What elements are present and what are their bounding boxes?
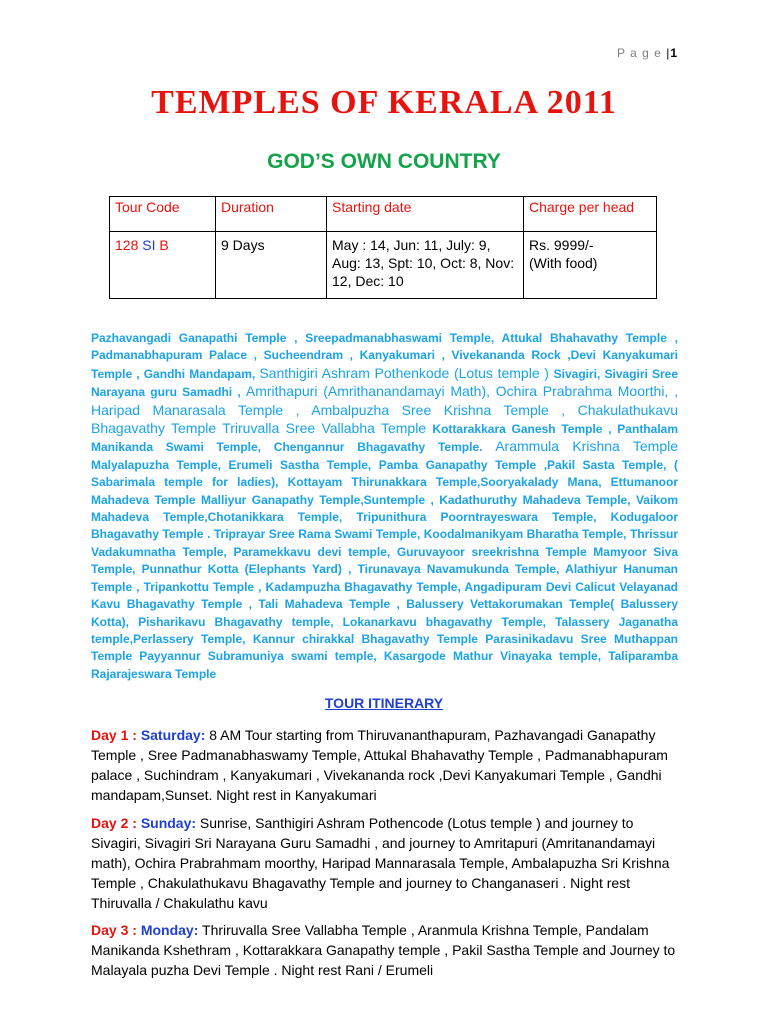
- day-label: Day 2 :: [91, 815, 141, 831]
- itinerary-day-3: [91, 920, 681, 980]
- header-duration: Duration: [216, 197, 327, 232]
- day-text: Thriruvalla Sree Vallabha Temple , Aranmula Krishna Temple, Pandalam Manikanda Kshethram , Kottarakkara Ganapathy temple , Pakil Sastha Temple and Journey to Malayala puzha Devi Temple . Night rest Rani / Erumeli: [91, 922, 676, 978]
- day-name: Sunday:: [140, 815, 197, 831]
- itinerary-day-2: [91, 813, 681, 913]
- charge-amount: Rs. 9999/-: [529, 237, 594, 253]
- charge-note: (With food): [529, 255, 598, 271]
- header-charge: Charge per head: [524, 197, 657, 232]
- temples-list: [91, 330, 678, 683]
- document-subtitle: GOD’S OWN COUNTRY: [267, 150, 501, 173]
- day-name: Saturday:: [140, 727, 206, 743]
- document-title: TEMPLES OF KERALA 2011: [151, 84, 617, 121]
- page-number-value: 1: [670, 46, 678, 60]
- itinerary-heading: TOUR ITINERARY: [324, 695, 444, 711]
- cell-charge: [524, 232, 657, 299]
- day-label: Day 3 :: [91, 922, 141, 938]
- tour-table: [109, 196, 657, 299]
- temples-text-segment: Santhigiri Ashram Pothenkode (Lotus temple ): [259, 364, 554, 381]
- page-label: P a g e: [617, 46, 662, 60]
- temples-text-segment: Pazhavangadi Ganapathi Temple , Sreepadmanabhaswami Temple, Attukal Bhahavathy Temple , Padmanabhapuram Palace , Sucheendram , Kanyakumari , Vivekananda Rock ,Devi Kanyakumari Temple , Gandhi Mandapam,: [91, 331, 678, 381]
- day-name: Monday:: [140, 922, 199, 938]
- header-tour-code: Tour Code: [110, 197, 216, 232]
- tour-table-row: [110, 232, 657, 299]
- temples-text-segment: Arammula Krishna Temple: [495, 438, 678, 455]
- cell-duration: 9 Days: [216, 232, 327, 299]
- header-starting-date: Starting date: [327, 197, 524, 232]
- temples-text-segment: Malyalapuzha Temple, Erumeli Sastha Temple, Pamba Ganapathy Temple ,Pakil Sasta Temple, ( Sabarimala temple for ladies), Kottayam Thirunakkara Temple,Sooryakalady Mana, Ettumanoor Mahadeva Temple Malliyur Ganapathy Temple,Suntemple , Kadathuruthy Mahadeva Temple, Vaikom Mahadeva Temple,Chotanikkara Temple, Tripunithura Poorntrayeswara Temple, Kodugaloor Bhagavathy Temple . Triprayar Sree Rama Swami Temple, Koodalmanikyam Bharatha Temple, Thrissur Vadakumnatha Temple, Paramekkavu devi temple, Guruvayoor sreekrishna Temple Mamyoor Siva Temple, Punnathur Kotta (Elephants Yard) , Tirunavaya Navamukunda Temple, Alathiyur Hanuman Temple , Tripankottu Temple , Kadampuzha Bhagavathy Temple, Angadipuram Devi Calicut Velayanad Kavu Bhagavathy Temple , Tali Mahadeva Temple , Balussery Vettakorumakan Temple( Balussery Kotta), Pisharikavu Bhagavathy temple, Lokanarkavu bhagavathy Temple, Talassery Jaganatha temple,Perlassery Temple, Kannur chirakkal Bhagavathy Temple Parasinikadavu Sree Muthappan Temple Payyannur Subramuniya swami temple, Kasargode Mathur Vinayaka temple, Taliparamba Rajarajeswara Temple: [91, 457, 678, 681]
- page-separator: |: [666, 46, 671, 60]
- tour-code-si: SI: [142, 237, 156, 253]
- tour-code-number: 128: [115, 237, 139, 253]
- temples-text-segment: Sivagiri, Sivagiri Sree Narayana guru Samadhi ,: [91, 366, 678, 400]
- tour-table-header-row: [110, 197, 657, 232]
- cell-starting-dates: May : 14, Jun: 11, July: 9, Aug: 13, Spt: 10, Oct: 8, Nov: 12, Dec: 10: [327, 232, 524, 299]
- cell-tour-code: [110, 232, 216, 299]
- temples-text-segment: Amrithapuri (Amrithanandamayi Math), Ochira Prabrahma Moorthi, , Haripad Manarasala Temple , Ambalpuzha Sree Krishna Temple , Chakulathukavu Bhagavathy Temple Triruvalla Sree Vallabha Temple: [91, 383, 678, 437]
- temples-text-segment: Kottarakkara Ganesh Temple , Panthalam Manikanda Swami Temple, Chengannur Bhagavathy Temple.: [91, 422, 678, 455]
- page-number: [617, 46, 678, 60]
- day-label: Day 1 :: [91, 727, 141, 743]
- day-text: 8 AM Tour starting from Thiruvananthapuram, Pazhavangadi Ganapathy Temple , Sree Padmanabhaswamy Temple, Attukal Bhahavathy Temple , Padmanabhapuram palace , Suchindram , Kanyakumari , Vivekananda rock ,Devi Kanyakumari Temple , Gandhi mandapam,Sunset. Night rest in Kanyakumari: [91, 727, 668, 803]
- day-text: Sunrise, Santhigiri Ashram Pothencode (Lotus temple ) and journey to Sivagiri, Sivagiri Sri Narayana Guru Samadhi , and journey to Amritapuri (Amritanandamayi math), Ochira Prabrahmam moorthy, Haripad Mannarasala Temple, Ambalapuzha Sri Krishna Temple , Chakulathukavu Bhagavathy Temple and journey to Changanaseri . Night rest Thiruvalla / Chakulathu kavu: [91, 815, 670, 911]
- itinerary-day-1: [91, 725, 681, 805]
- tour-code-b: B: [159, 237, 169, 253]
